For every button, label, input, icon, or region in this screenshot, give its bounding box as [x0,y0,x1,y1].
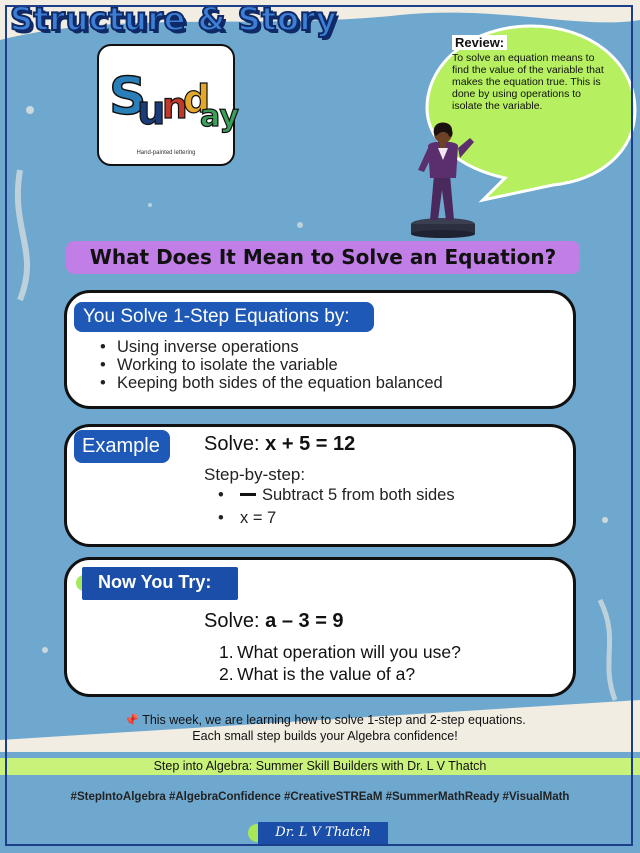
list-item: • Using inverse operations [100,338,443,356]
hashtags: #StepIntoAlgebra #AlgebraConfidence #CreativeSTREaM #SummerMathReady #VisualMath [70,791,570,803]
practice-problem [204,610,344,633]
example-tag: Example [74,430,170,463]
svg-text:d: d [183,77,211,121]
step-label: Step-by-step: [204,465,306,484]
solve-label: Solve: [204,433,260,455]
weekly-note [90,712,560,744]
author-signature: Dr. L V Thatch [258,822,388,844]
section-banner [66,241,580,274]
sunday-logo [107,54,239,146]
list-item: • Working to isolate the variable [100,356,443,374]
minus-icon [240,493,256,496]
practice-tag: Now You Try: [82,567,238,600]
solve-label: Solve: [204,610,260,632]
banner-title: What Does It Mean to Solve an Equation? [89,245,557,269]
svg-text:u: u [137,88,166,134]
step-text: x = 7 [240,509,277,527]
teacher-figure-icon [398,120,488,238]
svg-text:ay: ay [200,99,239,134]
methods-tag: You Solve 1-Step Equations by: [74,302,374,332]
list-item: • Keeping both sides of the equation balanced [100,374,443,392]
review-title: Review: [452,35,507,50]
note-line-2: Each small step builds your Algebra confidence! [192,729,458,743]
review-text: To solve an equation means to find the value of the variable that makes the equation true. This is done by using operations to isolate the variable. [452,52,604,112]
step-item: • x = 7 [218,509,277,527]
series-strip: Step into Algebra: Summer Skill Builders with Dr. L V Thatch [0,758,640,775]
step-text: Subtract 5 from both sides [262,486,455,504]
sunday-logo-card [97,44,239,166]
svg-text:n: n [162,86,188,127]
methods-list [100,338,443,392]
pushpin-icon: 📌 [124,713,140,727]
question-item: 2. What is the value of a? [219,664,416,684]
logo-caption: Hand-painted lettering [136,150,196,156]
practice-equation: a – 3 = 9 [265,610,344,632]
example-problem [204,433,355,456]
example-equation: x + 5 = 12 [265,433,356,455]
svg-text:S: S [109,67,147,127]
page-title: Structure & Story [10,0,338,38]
question-item: 1. What operation will you use? [219,642,461,662]
step-item: • Subtract 5 from both sides [218,486,455,504]
note-line-1: This week, we are learning how to solve 1-step and 2-step equations. [142,713,526,727]
